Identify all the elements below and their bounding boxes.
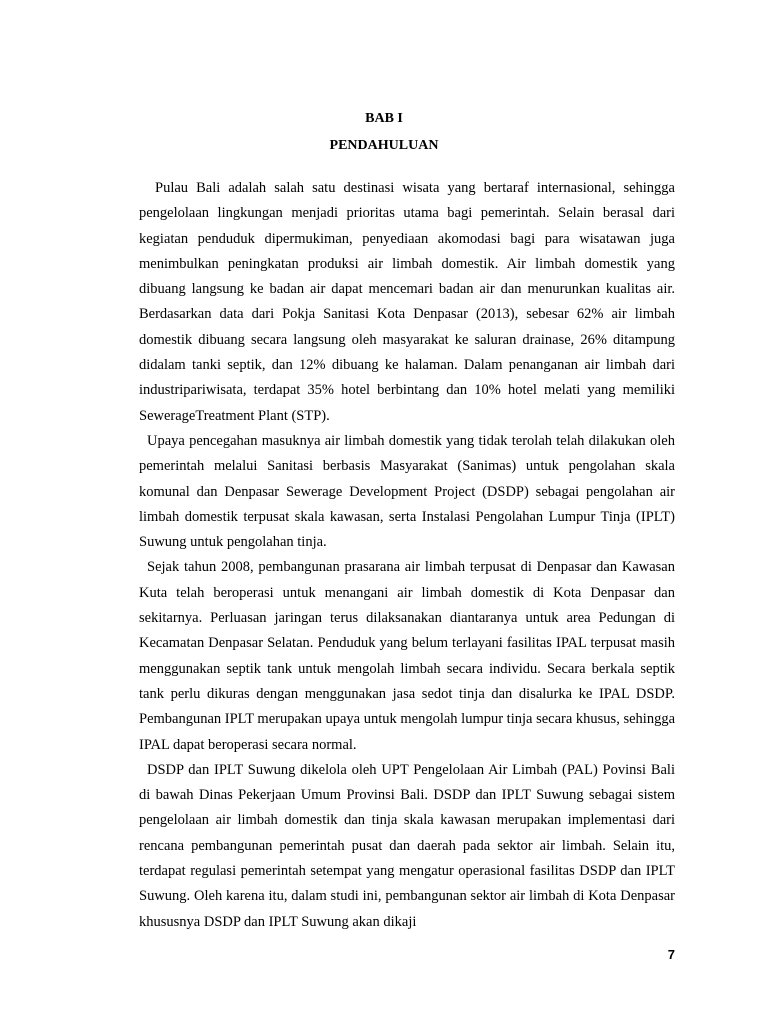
body-text bbox=[139, 176, 675, 935]
chapter-number: BAB I bbox=[365, 111, 403, 126]
paragraph-management: DSDP dan IPLT Suwung dikelola oleh UPT Pengelolaan Air Limbah (PAL) Povinsi Bali di bawah Dinas Pekerjaan Umum Provinsi Bali. DSDP dan IPLT Suwung sebagai sistem pengelolaan air limbah domestik dan tinja skala kawasan merupakan implementasi dari rencana pembangunan pemerintah pusat dan daerah pada sektor air limbah. Selain itu, terdapat regulasi pemerintah setempat yang mengatur operasional fasilitas DSDP dan IPLT Suwung. Oleh karena itu, dalam studi ini, pembangunan sektor air limbah di Kota Denpasar khususnya DSDP dan IPLT Suwung akan dikaji bbox=[139, 761, 675, 930]
paragraph-intro: Pulau Bali adalah salah satu destinasi wisata yang bertaraf internasional, sehingga pengelolaan lingkungan menjadi prioritas utama bagi pemerintah. Selain berasal dari kegiatan penduduk dipermukiman, penyediaan akomodasi bagi para wisatawan juga menimbulkan peningkatan produksi air limbah domestik. Air limbah domestik yang dibuang langsung ke badan air dapat mencemari badan air dan menurunkan kualitas air. Berdasarkan data dari Pokja Sanitasi Kota Denpasar (2013), sebesar 62% air limbah domestik dibuang secara langsung oleh masyarakat ke saluran drainase, 26% ditampung didalam tanki septik, dan 12% dibuang ke halaman. Dalam penanganan air limbah dari industripariwisata, terdapat 35% hotel berbintang dan 10% hotel melati yang memiliki SewerageTreatment Plant (STP). bbox=[139, 180, 675, 424]
page-number: 7 bbox=[667, 947, 675, 962]
chapter-title: PENDAHULUAN bbox=[329, 138, 439, 153]
paragraph-prevention: Upaya pencegahan masuknya air limbah domestik yang tidak terolah telah dilakukan oleh pemerintah melalui Sanitasi berbasis Masyarakat (Sanimas) untuk pengolahan skala komunal dan Denpasar Sewerage Development Project (DSDP) sebagai pengolahan air limbah domestik terpusat skala kawasan, serta Instalasi Pengolahan Lumpur Tinja (IPLT) Suwung untuk pengolahan tinja. bbox=[139, 432, 675, 551]
paragraph-infrastructure: Sejak tahun 2008, pembangunan prasarana air limbah terpusat di Denpasar dan Kawasan Kuta telah beroperasi untuk menangani air limbah domestik di Kota Denpasar dan sekitarnya. Perluasan jaringan terus dilaksanakan diantaranya untuk area Pedungan di Kecamatan Denpasar Selatan. Penduduk yang belum terlayani fasilitas IPAL terpusat masih menggunakan septik tank untuk mengolah limbah secara individu. Secara berkala septik tank perlu dikuras dengan menggunakan jasa sedot tinja dan disalurka ke IPAL DSDP. Pembangunan IPLT merupakan upaya untuk mengolah lumpur tinja secara khusus, sehingga IPAL dapat beroperasi secara normal. bbox=[139, 559, 675, 753]
